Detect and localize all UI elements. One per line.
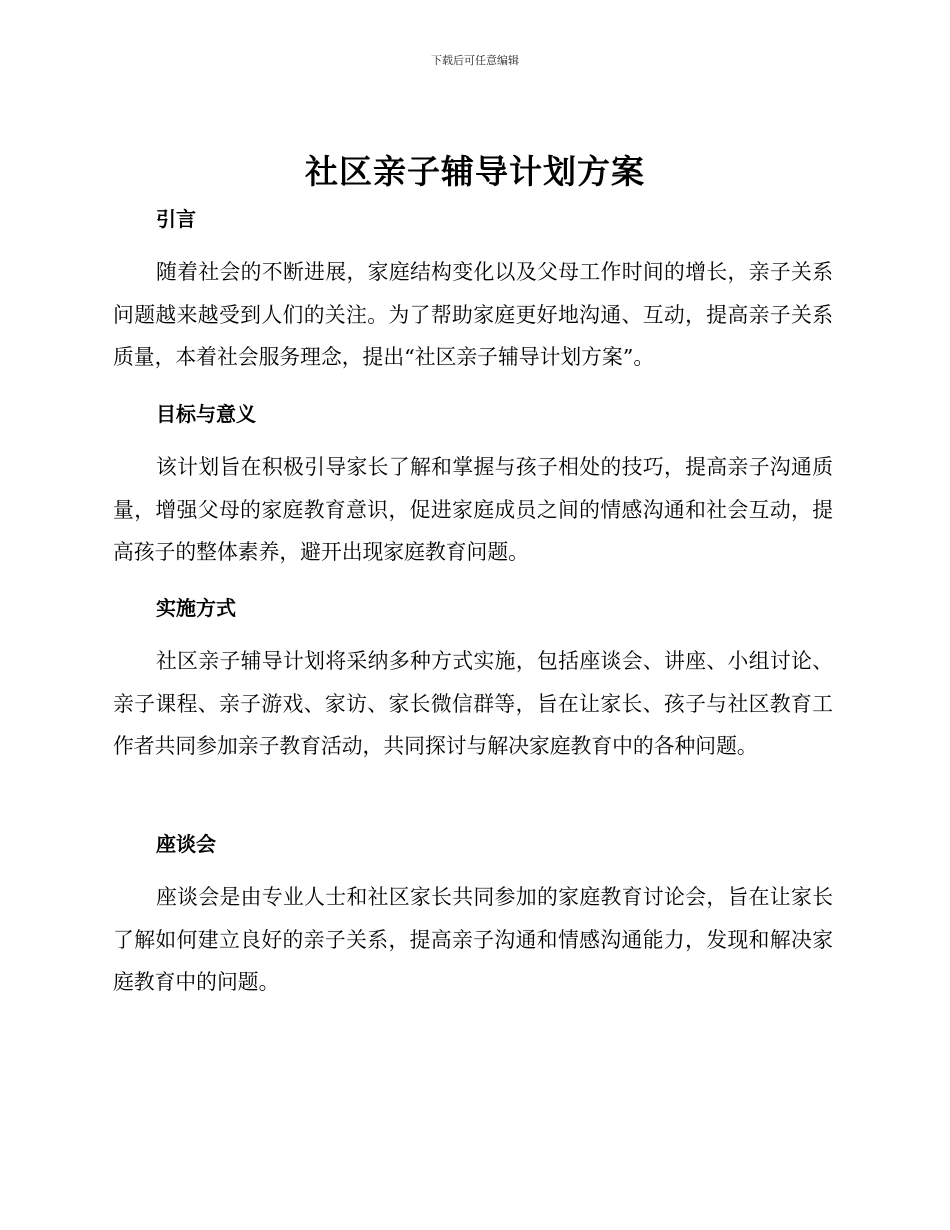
section-introduction: [113, 206, 833, 379]
section-paragraph: 该计划旨在积极引导家长了解和掌握与孩子相处的技巧，提高亲子沟通质量，增强父母的家庭教育意识，促进家庭成员之间的情感沟通和社会互动，提高孩子的整体素养，避开出现家庭教育问题。: [113, 455, 833, 564]
section-paragraph: 社区亲子辅导计划将采纳多种方式实施，包括座谈会、讲座、小组讨论、亲子课程、亲子游戏、家访、家长微信群等，旨在让家长、孩子与社区教育工作者共同参加亲子教育活动，共同探讨与解决家庭教育中的各种问题。: [113, 649, 833, 758]
document-title: 社区亲子辅导计划方案: [305, 152, 645, 191]
page-header-note: 下载后可任意编辑: [431, 54, 519, 67]
section-forum: [113, 831, 833, 1004]
section-paragraph: 座谈会是由专业人士和社区家长共同参加的家庭教育讨论会，旨在让家长了解如何建立良好的亲子关系，提高亲子沟通和情感沟通能力，发现和解决家庭教育中的问题。: [113, 885, 833, 994]
section-heading: 引言: [156, 207, 196, 231]
section-paragraph: 随着社会的不断进展，家庭结构变化以及父母工作时间的增长，亲子关系问题越来越受到人们的关注。为了帮助家庭更好地沟通、互动，提高亲子关系质量，本着社会服务理念，提出“社区亲子辅导计划方案”。: [113, 260, 833, 369]
section-implementation: [113, 595, 833, 768]
section-goals: [113, 401, 833, 574]
section-heading: 实施方式: [156, 596, 236, 620]
section-heading: 座谈会: [156, 832, 216, 856]
section-heading: 目标与意义: [156, 402, 256, 426]
